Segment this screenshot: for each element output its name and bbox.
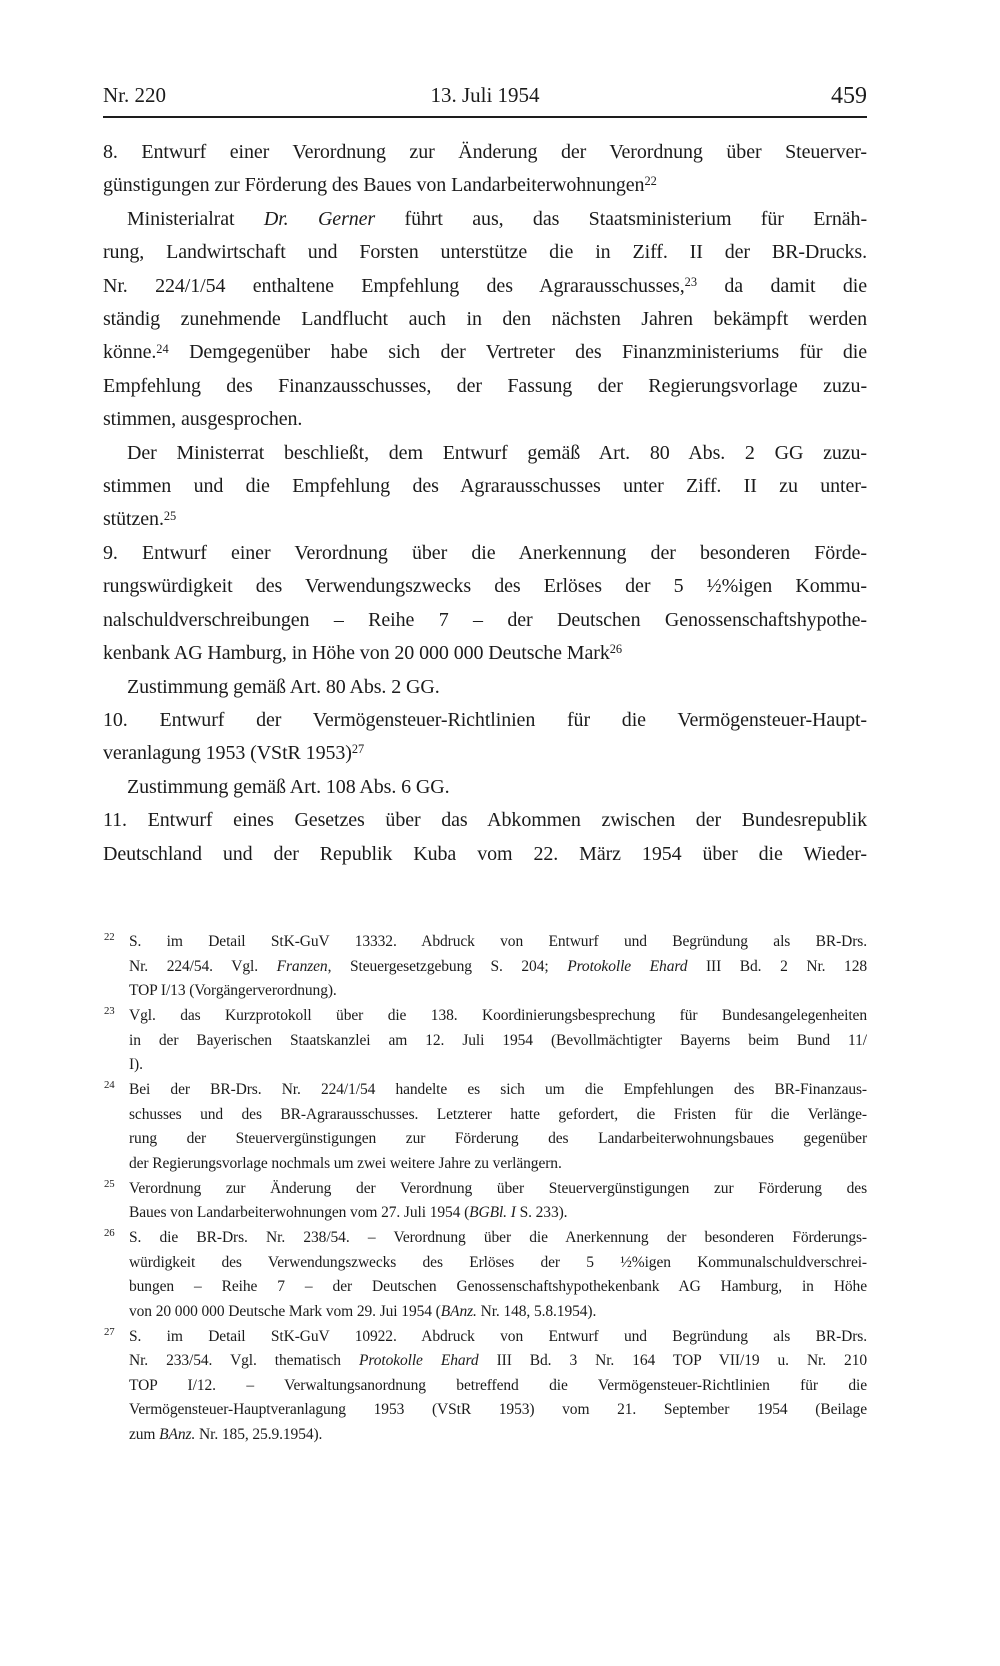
- footnote-marker: 27: [104, 1325, 115, 1338]
- text-segment: Vermögensteuer-Hauptveranlagung 1953 (VStR 1953) vom 21. September 1954 (Beilage: [129, 1401, 867, 1419]
- footnote-ref: 24: [156, 341, 169, 356]
- text-segment: Empfehlung des Finanzausschusses, der Fassung der Regierungsvorlage zuzu-: [103, 374, 867, 397]
- paragraph: [103, 537, 867, 671]
- text-segment: Demgegenüber habe sich der Vertreter des Finanzministeriums für die: [168, 341, 867, 364]
- text-segment: Baues von Landarbeiterwohnungen vom 27. Juli 1954 (: [129, 1204, 470, 1222]
- header-rule: [103, 116, 867, 118]
- text-segment: S. die BR-Drs. Nr. 238/54. – Verordnung über die Anerkennung der besonderen Förderungs-: [129, 1228, 867, 1246]
- text-segment: I).: [129, 1056, 143, 1074]
- text-segment: schusses und des BR-Agrarausschusses. Letzterer hatte gefordert, die Fristen für die Verlänge-: [129, 1105, 867, 1123]
- text-segment: nalschuldverschreibungen – Reihe 7 – der Deutschen Genossenschaftshypothe-: [103, 608, 867, 631]
- text-line: [129, 1226, 867, 1251]
- italic-text: Franzen: [276, 957, 328, 975]
- text-line: [103, 470, 867, 503]
- text-line: [129, 1103, 867, 1128]
- text-segment: , Steuergesetzgebung S. 204;: [327, 957, 568, 975]
- page-header: [103, 78, 867, 110]
- text-segment: führt aus, das Staatsministerium für Ernäh-: [375, 207, 868, 230]
- text-line: [129, 1152, 867, 1177]
- header-date: 13. Juli 1954: [430, 83, 540, 107]
- paragraph: [103, 437, 867, 537]
- text-segment: würdigkeit des Verwendungszwecks des Erlöses der 5 ½%igen Kommunalschuldverschrei-: [129, 1253, 867, 1271]
- text-line: [103, 136, 867, 169]
- text-segment: Nr. 148, 5.8.1954).: [476, 1302, 597, 1320]
- text-segment: Deutschland und der Republik Kuba vom 22. März 1954 über die Wieder-: [103, 842, 867, 865]
- text-line: [103, 737, 867, 770]
- footnote: [103, 1325, 867, 1448]
- text-line: [129, 1251, 867, 1276]
- text-line: [103, 403, 867, 436]
- paragraph: [103, 771, 867, 804]
- paragraph: [103, 704, 867, 771]
- footnote-text: [129, 1325, 867, 1448]
- text-line: [103, 771, 867, 804]
- text-line: [103, 303, 867, 336]
- footnote: [103, 1177, 867, 1226]
- italic-text: BAnz.: [440, 1302, 477, 1320]
- footnote: [103, 1078, 867, 1177]
- italic-text: BGBl. I: [469, 1204, 516, 1222]
- text-segment: in der Bayerischen Staatskanzlei am 12. Juli 1954 (Bevollmächtigter Bayerns beim Bund 11/: [129, 1031, 867, 1049]
- text-line: [129, 1423, 867, 1448]
- footnote-text: [129, 1226, 867, 1325]
- text-segment: günstigungen zur Förderung des Baues von Landarbeiterwohnungen: [103, 174, 645, 197]
- text-line: [129, 955, 867, 980]
- paragraph: [103, 136, 867, 203]
- paragraph: [103, 203, 867, 437]
- text-line: [103, 437, 867, 470]
- footnote: [103, 1004, 867, 1078]
- text-line: [103, 236, 867, 269]
- document-body: [103, 136, 867, 871]
- text-segment: stimmen, ausgesprochen.: [103, 408, 303, 431]
- text-line: [129, 1201, 867, 1226]
- text-segment: bungen – Reihe 7 – der Deutschen Genossenschaftshypothekenbank AG Hamburg, in Höhe: [129, 1278, 867, 1296]
- text-line: [129, 1300, 867, 1325]
- footnote: [103, 930, 867, 1004]
- text-line: [129, 1398, 867, 1423]
- text-segment: Nr. 224/54. Vgl.: [129, 957, 277, 975]
- text-line: [129, 1349, 867, 1374]
- text-segment: TOP I/13 (Vorgängerverordnung).: [129, 982, 337, 1000]
- text-line: [103, 570, 867, 603]
- page-number: 459: [831, 83, 867, 109]
- paragraph: [103, 671, 867, 704]
- text-line: [103, 336, 867, 369]
- text-segment: 9. Entwurf einer Verordnung über die Anerkennung der besonderen Förde-: [103, 541, 867, 564]
- text-segment: ständig zunehmende Landflucht auch in den nächsten Jahren bekämpft werden: [103, 308, 867, 331]
- text-segment: Nr. 233/54. Vgl. thematisch: [129, 1352, 359, 1370]
- text-segment: Ministerialrat: [127, 207, 264, 230]
- text-line: [103, 838, 867, 871]
- text-segment: kenbank AG Hamburg, in Höhe von 20 000 000 Deutsche Mark: [103, 642, 610, 665]
- text-line: [103, 671, 867, 704]
- text-segment: III Bd. 2 Nr. 128: [687, 957, 868, 975]
- italic-text: Protokolle Ehard: [567, 957, 688, 975]
- text-segment: stimmen und die Empfehlung des Agrarausschusses unter Ziff. II zu unter-: [103, 475, 867, 498]
- text-segment: rung der Steuervergünstigungen zur Förderung des Landarbeiterwohnungsbaues gegenüber: [129, 1130, 867, 1148]
- text-segment: S. im Detail StK-GuV 10922. Abdruck von Entwurf und Begründung als BR-Drs.: [129, 1327, 867, 1345]
- footnote-marker: 22: [104, 931, 115, 943]
- text-segment: Zustimmung gemäß Art. 108 Abs. 6 GG.: [127, 775, 450, 798]
- footnote-marker: 26: [104, 1226, 115, 1239]
- text-segment: zum: [129, 1426, 160, 1444]
- text-segment: Vgl. das Kurzprotokoll über die 138. Koordinierungsbesprechung für Bundesangelegenheiten: [129, 1006, 867, 1024]
- text-line: [129, 1053, 867, 1078]
- text-line: [103, 203, 867, 236]
- text-line: [103, 370, 867, 403]
- footnote-text: [129, 1078, 867, 1177]
- italic-text: Dr. Gerner: [263, 207, 376, 230]
- text-line: [103, 169, 867, 202]
- text-segment: von 20 000 000 Deutsche Mark vom 29. Jui 1954 (: [129, 1302, 441, 1320]
- text-segment: der Regierungsvorlage nochmals um zwei weitere Jahre zu verlängern.: [129, 1154, 562, 1172]
- text-line: [103, 503, 867, 536]
- text-segment: 8. Entwurf einer Verordnung zur Änderung der Verordnung über Steuerver-: [103, 141, 867, 163]
- text-line: [103, 270, 867, 303]
- text-line: [129, 1004, 867, 1029]
- text-segment: rung, Landwirtschaft und Forsten unterstütze die in Ziff. II der BR-Drucks.: [103, 241, 867, 264]
- footnote-ref: 26: [609, 642, 623, 657]
- text-segment: könne.: [103, 341, 157, 364]
- text-line: [103, 637, 867, 670]
- text-segment: rungswürdigkeit des Verwendungszwecks des Erlöses der 5 ½%igen Kommu-: [103, 575, 867, 598]
- text-segment: Zustimmung gemäß Art. 80 Abs. 2 GG.: [127, 675, 440, 698]
- text-segment: TOP I/12. – Verwaltungsanordnung betreffend die Vermögensteuer-Richtlinien für die: [129, 1376, 867, 1394]
- footnote-ref: 23: [684, 274, 698, 289]
- footnote: [103, 1226, 867, 1325]
- text-line: [103, 804, 867, 837]
- text-line: [129, 1078, 867, 1103]
- text-line: [129, 1374, 867, 1399]
- document-number: Nr. 220: [103, 83, 166, 107]
- text-line: [129, 1325, 867, 1350]
- text-segment: 11. Entwurf eines Gesetzes über das Abkommen zwischen der Bundesrepublik: [103, 809, 867, 832]
- footnote-ref: 27: [351, 742, 365, 757]
- text-segment: Nr. 185, 25.9.1954).: [195, 1426, 323, 1444]
- footnote-marker: 24: [104, 1078, 115, 1091]
- text-segment: stützen.: [103, 508, 164, 531]
- text-segment: III Bd. 3 Nr. 164 TOP VII/19 u. Nr. 210: [478, 1352, 868, 1370]
- footnote-ref: 25: [163, 508, 177, 523]
- text-line: [129, 979, 867, 1004]
- footnotes-section: [103, 930, 867, 1448]
- text-segment: S. im Detail StK-GuV 13332. Abdruck von Entwurf und Begründung als BR-Drs.: [129, 933, 867, 950]
- italic-text: BAnz.: [159, 1426, 196, 1444]
- text-segment: S. 233).: [515, 1204, 568, 1222]
- text-segment: 10. Entwurf der Vermögensteuer-Richtlinien für die Vermögensteuer-Haupt-: [103, 708, 867, 731]
- paragraph: [103, 804, 867, 871]
- footnote-ref: 22: [644, 174, 657, 189]
- text-line: [103, 604, 867, 637]
- footnote-marker: 23: [104, 1004, 115, 1017]
- text-line: [103, 537, 867, 570]
- footnote-marker: 25: [104, 1177, 115, 1190]
- text-line: [129, 1177, 867, 1202]
- text-line: [129, 1029, 867, 1054]
- text-segment: veranlagung 1953 (VStR 1953): [103, 742, 352, 765]
- text-segment: da damit die: [697, 274, 867, 297]
- text-line: [129, 1127, 867, 1152]
- italic-text: Protokolle Ehard: [358, 1352, 479, 1370]
- text-line: [129, 930, 867, 955]
- text-line: [129, 1275, 867, 1300]
- text-segment: Verordnung zur Änderung der Verordnung über Steuervergünstigungen zur Förderung des: [129, 1179, 867, 1197]
- text-segment: Nr. 224/1/54 enthaltene Empfehlung des Agrarausschusses,: [103, 274, 685, 297]
- text-line: [103, 704, 867, 737]
- text-segment: Der Ministerrat beschließt, dem Entwurf gemäß Art. 80 Abs. 2 GG zuzu-: [127, 441, 867, 464]
- footnote-text: [129, 930, 867, 1004]
- text-segment: Bei der BR-Drs. Nr. 224/1/54 handelte es sich um die Empfehlungen des BR-Finanzaus-: [129, 1080, 867, 1098]
- footnote-text: [129, 1004, 867, 1078]
- footnote-text: [129, 1177, 867, 1226]
